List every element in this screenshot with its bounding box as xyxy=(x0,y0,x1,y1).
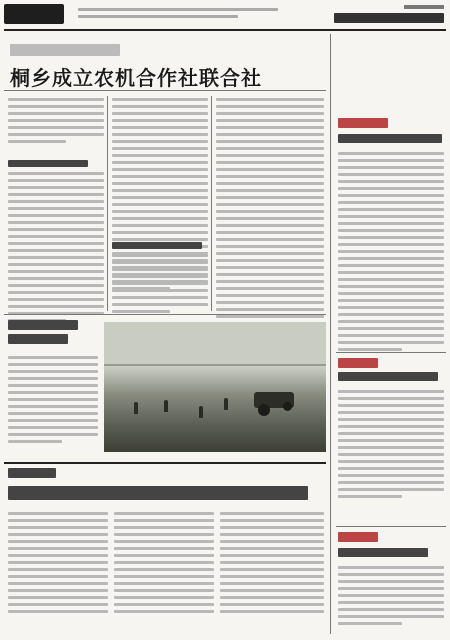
sidebar-divider xyxy=(330,34,331,634)
newspaper-logo xyxy=(334,5,444,27)
main-headline-rule xyxy=(4,90,326,91)
column-divider-2 xyxy=(211,96,212,311)
photo-caption-title-placeholder xyxy=(8,320,78,330)
sidebar-2-text-placeholder xyxy=(338,390,444,502)
sidebar-separator-2 xyxy=(336,526,446,527)
commentary-headline-placeholder xyxy=(8,486,308,500)
sidebar-separator-1 xyxy=(336,352,446,353)
sidebar-3-tag-placeholder xyxy=(338,532,378,542)
photo-caption-placeholder xyxy=(8,356,98,447)
main-col-1-text-2-placeholder xyxy=(8,172,104,326)
commentary-col-3-placeholder xyxy=(220,512,324,617)
main-headline: 桐乡成立农机合作社联合社 xyxy=(10,66,262,90)
commentary-section-tag-placeholder xyxy=(8,468,56,478)
main-story-bottom-rule xyxy=(4,314,326,315)
sidebar-1-headline-placeholder xyxy=(338,134,442,143)
main-col-2-text-2-placeholder xyxy=(112,254,208,317)
photo-caption-title-2-placeholder xyxy=(8,334,68,344)
masthead-rule xyxy=(4,29,446,31)
main-kicker-placeholder xyxy=(10,44,120,56)
page-section-mark xyxy=(4,4,64,24)
sidebar-1-text-placeholder xyxy=(338,152,444,355)
column-divider-1 xyxy=(107,96,108,311)
sidebar-2-tag-placeholder xyxy=(338,358,378,368)
main-col-2-subhead-placeholder xyxy=(112,242,202,249)
farm-machinery-photo xyxy=(104,322,326,452)
main-col-1-subhead-placeholder xyxy=(8,160,88,167)
sidebar-3-text-placeholder xyxy=(338,566,444,629)
main-col-3-text-placeholder xyxy=(216,98,324,336)
commentary-top-rule xyxy=(4,462,326,464)
sidebar-1-tag-placeholder xyxy=(338,118,388,128)
commentary-col-1-placeholder xyxy=(8,512,108,617)
masthead-meta-placeholder xyxy=(78,8,278,22)
sidebar-3-headline-placeholder xyxy=(338,548,428,557)
main-col-1-text-placeholder xyxy=(8,98,104,147)
commentary-col-2-placeholder xyxy=(114,512,214,617)
sidebar-2-headline-placeholder xyxy=(338,372,438,381)
